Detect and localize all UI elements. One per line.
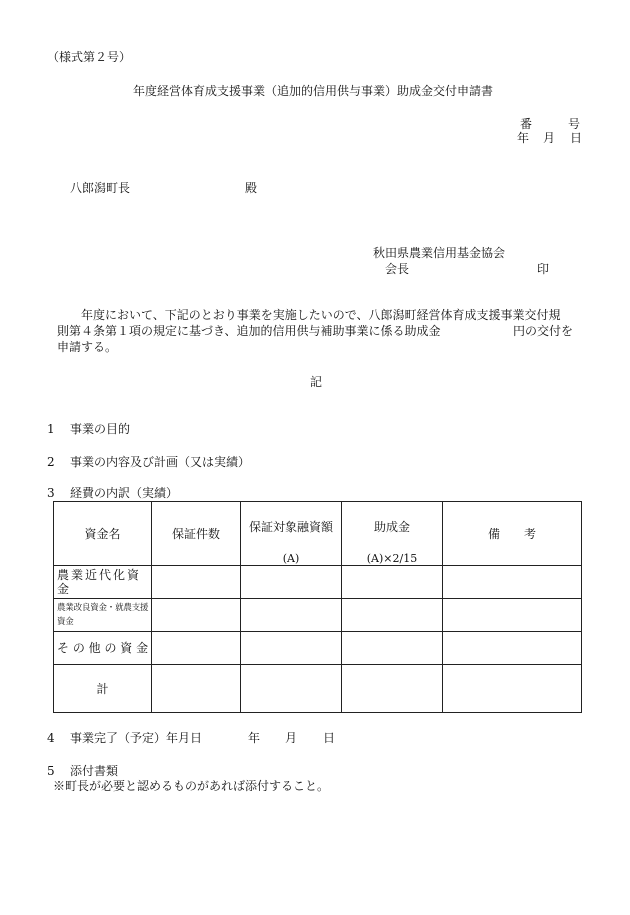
document-title: 年度経営体育成支援事業（追加的信用供与事業）助成金交付申請書 bbox=[133, 84, 494, 98]
item-4-year: 年 bbox=[248, 731, 261, 745]
header-grant bbox=[342, 502, 443, 566]
body-line-2b: 円の交付を bbox=[513, 324, 574, 338]
item-2-number: 2 bbox=[47, 455, 55, 469]
body-line-2a: 則第４条第１項の規定に基づき、追加的信用供与補助事業に係る助成金 bbox=[57, 324, 441, 338]
row-label-total: 計 bbox=[54, 665, 152, 713]
row-label-improvement: 農業改良資金・就農支援資金 bbox=[54, 599, 152, 632]
item-4-number: 4 bbox=[47, 731, 55, 745]
cell-grant bbox=[342, 665, 443, 713]
addressee-honorific: 殿 bbox=[245, 181, 258, 195]
number-suffix: 号 bbox=[568, 117, 581, 131]
item-4-day: 日 bbox=[323, 731, 336, 745]
cell-amount bbox=[241, 665, 342, 713]
table-row bbox=[54, 566, 582, 599]
header-guarantee-count: 保証件数 bbox=[152, 502, 241, 566]
table-row bbox=[54, 599, 582, 632]
ki-heading: 記 bbox=[310, 375, 323, 389]
cell-grant bbox=[342, 599, 443, 632]
cell-amount bbox=[241, 632, 342, 665]
date-year: 年 bbox=[517, 131, 530, 145]
cell-count bbox=[152, 599, 241, 632]
applicant-organization: 秋田県農業信用基金協会 bbox=[373, 246, 506, 260]
item-5-text: 添付書類 bbox=[70, 764, 119, 778]
header-grant-label: 助成金 bbox=[373, 520, 410, 534]
cell-count bbox=[152, 566, 241, 599]
row-label-other: そ の 他 の 資 金 bbox=[54, 632, 152, 665]
cell-notes bbox=[443, 665, 582, 713]
number-label: 番 bbox=[520, 117, 533, 131]
cell-count bbox=[152, 665, 241, 713]
cell-notes bbox=[443, 566, 582, 599]
cell-amount bbox=[241, 599, 342, 632]
header-notes: 備 考 bbox=[443, 502, 582, 566]
item-1-text: 事業の目的 bbox=[70, 422, 131, 436]
table-row bbox=[54, 632, 582, 665]
body-line-1: 年度において、下記のとおり事業を実施したいので、八郎潟町経営体育成支援事業交付規 bbox=[81, 308, 561, 322]
body-line-3: 申請する。 bbox=[57, 340, 118, 354]
item-3-text: 経費の内訳（実績） bbox=[70, 486, 179, 500]
table-total-row bbox=[54, 665, 582, 713]
cell-notes bbox=[443, 632, 582, 665]
item-4-month: 月 bbox=[285, 731, 298, 745]
applicant-seal: 印 bbox=[537, 262, 550, 276]
item-1-number: 1 bbox=[47, 422, 55, 436]
item-5-note: ※町長が必要と認めるものがあれば添付すること。 bbox=[53, 779, 330, 793]
date-day: 日 bbox=[570, 131, 583, 145]
cell-count bbox=[152, 632, 241, 665]
cell-notes bbox=[443, 599, 582, 632]
item-4-text: 事業完了（予定）年月日 bbox=[70, 731, 203, 745]
cell-grant bbox=[342, 632, 443, 665]
form-number: （様式第２号） bbox=[47, 50, 132, 64]
applicant-title: 会長 bbox=[385, 262, 410, 276]
date-month: 月 bbox=[543, 131, 556, 145]
header-fund-name: 資金名 bbox=[54, 502, 152, 566]
item-2-text: 事業の内容及び計画（又は実績） bbox=[70, 455, 251, 469]
table-header-row bbox=[54, 502, 582, 566]
addressee: 八郎潟町長 bbox=[70, 181, 131, 195]
header-grant-sub: (A)×2/15 bbox=[366, 552, 418, 565]
item-5-number: 5 bbox=[47, 764, 55, 778]
expense-table bbox=[53, 501, 582, 713]
cell-amount bbox=[241, 566, 342, 599]
header-guarantee-amount-label: 保証対象融資額 bbox=[248, 520, 333, 534]
cell-grant bbox=[342, 566, 443, 599]
item-3-number: 3 bbox=[47, 486, 55, 500]
row-label-modernization: 農業近代化資金 bbox=[54, 566, 152, 599]
header-guarantee-amount-sub: (A) bbox=[282, 552, 300, 565]
header-guarantee-amount bbox=[241, 502, 342, 566]
